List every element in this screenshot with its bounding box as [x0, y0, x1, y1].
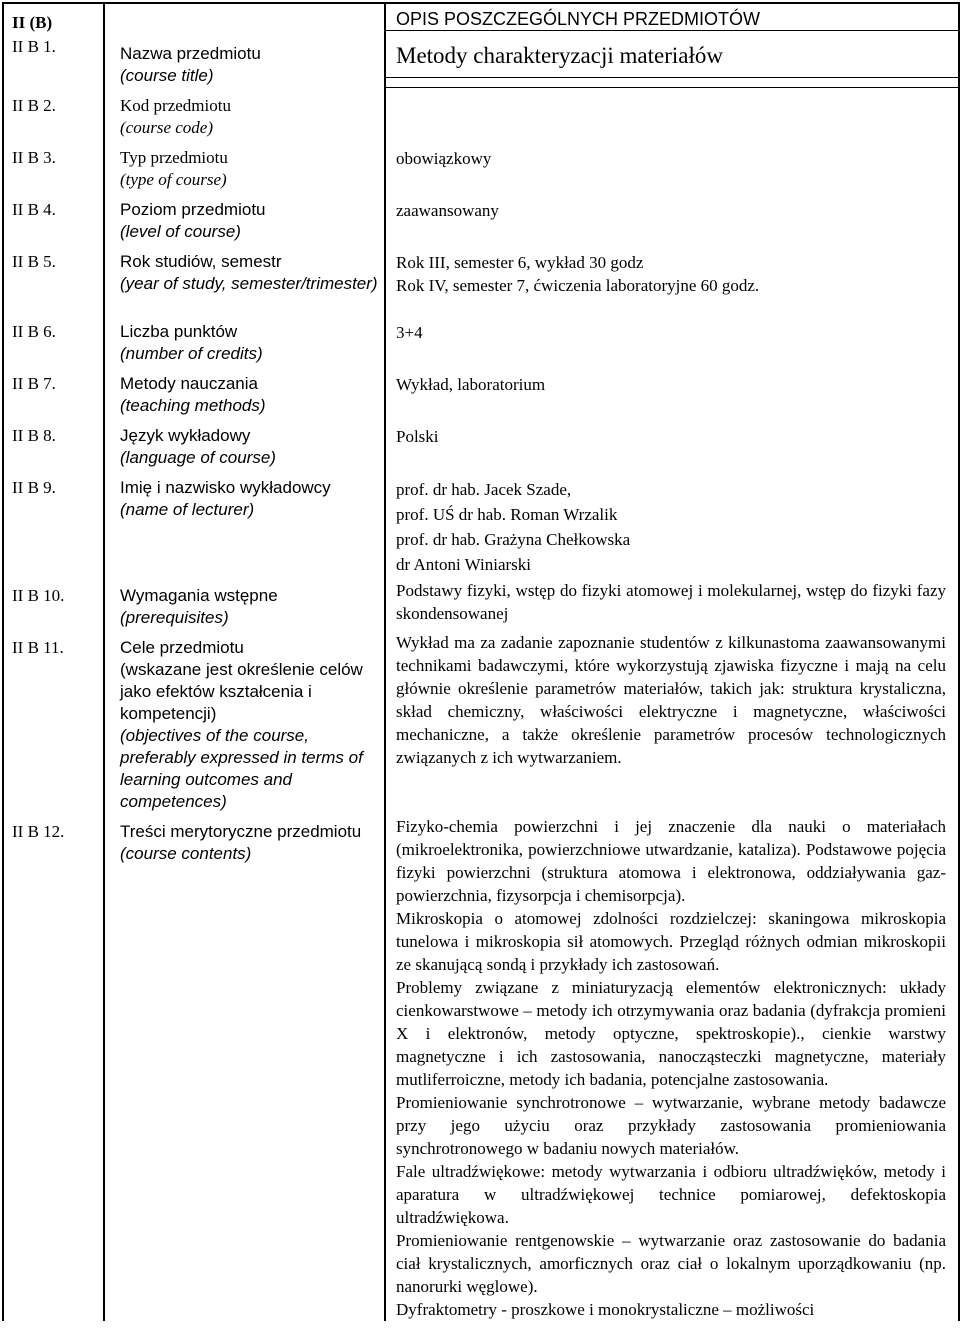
row-number: II B 12.	[12, 822, 65, 841]
row-year-semester	[3, 243, 959, 313]
value-course-contents	[386, 813, 958, 1321]
row-objectives	[3, 629, 959, 813]
label-credits	[105, 313, 384, 365]
row-lecturer	[3, 469, 959, 577]
row-number: II B 2.	[12, 96, 56, 115]
row-number: II B 7.	[12, 374, 56, 393]
label-en: (name of lecturer)	[120, 500, 255, 519]
value-language: Polski	[396, 427, 439, 446]
subject-title: Metody charakteryzacji materiałów	[386, 37, 958, 78]
label-en: (course code)	[120, 118, 213, 137]
value-teaching-methods: Wykład, laboratorium	[396, 375, 546, 394]
label-en: (level of course)	[120, 222, 241, 241]
opis-cell	[385, 3, 959, 37]
label-pl: Cele przedmiotu	[120, 638, 244, 657]
label-level-of-course	[105, 191, 384, 243]
label-en: (teaching methods)	[120, 396, 266, 415]
label-en: (year of study, semester/trimester)	[120, 274, 378, 293]
label-pl: Metody nauczania	[120, 374, 258, 393]
label-pl: Typ przedmiotu	[120, 148, 228, 167]
row-type-of-course	[3, 139, 959, 191]
lecturer-name: prof. dr hab. Grażyna Chełkowska	[396, 530, 631, 549]
label-prerequisites	[105, 577, 384, 629]
label-type-of-course	[105, 139, 384, 191]
content-paragraph: Mikroskopia o atomowej zdolności rozdzielczej: skaningowa mikroskopia tunelowa i mikroskopia sił atomowych. Przegląd różnych odmian mikroskopii ze skanującą sondą i przykłady ich zastosowań.	[396, 909, 946, 974]
label-pl: Język wykładowy	[120, 426, 251, 445]
label-pl: Nazwa przedmiotu	[120, 44, 261, 63]
content-paragraph: Fale ultradźwiękowe: metody wytwarzania i odbioru ultradźwięków, metody i aparatura w ultradźwiękowej technice pomiarowej, defektoskopia ultradźwiękowa.	[396, 1162, 946, 1227]
label-lecturer	[105, 469, 384, 521]
content-paragraph: Promieniowanie rentgenowskie – wytwarzanie oraz zastosowanie do badania ciał krystalicznych, amorficznych oraz ciał o lokalnym uporządkowaniu (np. nanorurki węglowe).	[396, 1231, 946, 1296]
label-en: (prerequisites)	[120, 608, 229, 627]
value-type-of-course: obowiązkowy	[396, 149, 492, 168]
row-number: II B 4.	[12, 200, 56, 219]
row-number: II B 9.	[12, 478, 56, 497]
section-code-cell	[3, 3, 104, 87]
lecturer-name: prof. UŚ dr hab. Roman Wrzalik	[396, 505, 618, 524]
value-year-semester	[386, 243, 958, 297]
course-title-label-cell	[104, 3, 385, 87]
label-objectives	[105, 629, 384, 813]
label-pl: Kod przedmiotu	[120, 96, 231, 115]
label-en: (language of course)	[120, 448, 276, 467]
row-number: II B 8.	[12, 426, 56, 445]
header-row	[3, 3, 959, 37]
row-number-1: II B 1.	[12, 37, 56, 56]
content-paragraph: Promieniowanie synchrotronowe – wytwarzanie, wybrane metody badawcze przy jego użyciu oraz przykłady zastosowania promieniowania synchrotronowego w badaniu nowych materiałów.	[396, 1093, 946, 1158]
label-course-contents	[105, 813, 384, 865]
row-credits	[3, 313, 959, 365]
content-paragraph: Fizyko-chemia powierzchni i jej znaczenie dla nauki o materiałach (mikroelektronika, powierzchniowe utwardzanie, kataliza). Podstawowe pojęcia fizyki powierzchni (struktura atomowa i elektronowa, oddziaływania gaz-powierzchnia, fizysorpcja i chemisorpcja).	[396, 817, 946, 905]
label-pl: Rok studiów, semestr	[120, 252, 282, 271]
label-pl: Treści merytoryczne przedmiotu	[120, 822, 362, 841]
value-line: Rok IV, semester 7, ćwiczenia laboratoryjne 60 godz.	[396, 276, 760, 295]
row-prerequisites	[3, 577, 959, 629]
lecturer-name: dr Antoni Winiarski	[396, 555, 531, 574]
lecturer-name: prof. dr hab. Jacek Szade,	[396, 480, 572, 499]
label-language	[105, 417, 384, 469]
label-teaching-methods	[105, 365, 384, 417]
value-line: Rok III, semester 6, wykład 30 godz	[396, 253, 644, 272]
label-en: (objectives of the course, preferably expressed in terms of learning outcomes and competences)	[120, 726, 363, 811]
section-code: II (B)	[12, 13, 53, 32]
value-objectives: Wykład ma za zadanie zapoznanie studentów z kilkunastoma zaawansowanymi technikami badawczymi, które wykorzystują zjawiska fizyczne i mają na celu głównie określenie parametrów materiałów, takich jak: struktura krystaliczna, skład chemiczny, właściwości elektryczne i magnetyczne, właściwości mechaniczne, a także określenie parametrów procesów technologicznych związanych z ich wytwarzaniem.	[396, 633, 946, 767]
row-course-contents	[3, 813, 959, 1321]
row-number: II B 5.	[12, 252, 56, 271]
label-course-code	[105, 87, 384, 139]
row-number: II B 11.	[12, 638, 64, 657]
label-pl-note: (wskazane jest określenie celów jako efektów kształcenia i kompetencji)	[120, 660, 363, 723]
row-number: II B 3.	[12, 148, 56, 167]
course-description-table	[2, 2, 960, 1321]
label-pl: Liczba punktów	[120, 322, 238, 341]
row-language	[3, 417, 959, 469]
label-pl: Wymagania wstępne	[120, 586, 278, 605]
label-en: (number of credits)	[120, 344, 263, 363]
label-en: (type of course)	[120, 170, 227, 189]
row-number: II B 10.	[12, 586, 65, 605]
value-course-code	[386, 88, 958, 96]
row-teaching-methods	[3, 365, 959, 417]
row-level-of-course	[3, 191, 959, 243]
value-lecturer	[386, 469, 958, 577]
opis-heading: OPIS POSZCZEGÓLNYCH PRZEDMIOTÓW	[386, 4, 958, 31]
row-number: II B 6.	[12, 322, 56, 341]
subject-title-cell	[385, 37, 959, 87]
label-pl: Imię i nazwisko wykładowcy	[120, 478, 331, 497]
label-pl: Poziom przedmiotu	[120, 200, 266, 219]
value-level-of-course: zaawansowany	[396, 201, 499, 220]
label-year-semester	[105, 243, 384, 295]
content-paragraph: Problemy związane z miniaturyzacją elementów elektronicznych: układy cienkowarstwowe – metody ich otrzymywania oraz badania (dyfrakcja promieni X i elektronów, metody optyczne, spektroskopie)., cienkie warstwy magnetyczne i ich zastosowania, nanocząsteczki magnetyczne, materiały mutliferroiczne, metody ich badania, potencjalne zastosowania.	[396, 978, 946, 1089]
label-en: (course title)	[120, 66, 214, 85]
row-course-code	[3, 87, 959, 139]
label-en: (course contents)	[120, 844, 252, 863]
content-paragraph: Dyfraktometry - proszkowe i monokrystaliczne – możliwości	[396, 1300, 815, 1319]
value-prerequisites: Podstawy fizyki, wstęp do fizyki atomowej i molekularnej, wstęp do fizyki fazy skondensowanej	[396, 581, 946, 623]
label-course-title	[105, 35, 384, 87]
value-credits: 3+4	[396, 323, 423, 342]
